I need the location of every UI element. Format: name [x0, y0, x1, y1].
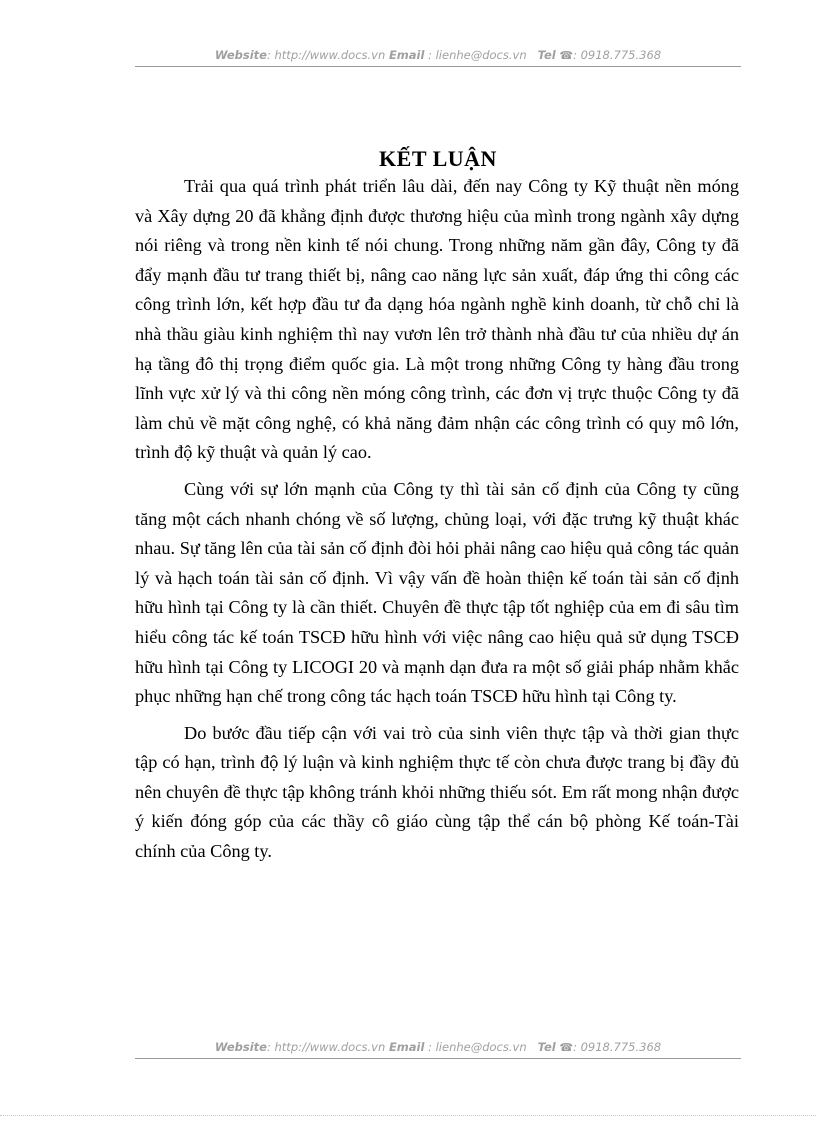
header-website-label: Website — [214, 48, 267, 62]
paragraph-3: Do bước đầu tiếp cận với vai trò của sinh viên thực tập và thời gian thực tập có hạn, trình độ lý luận và kinh nghiệm thực tế còn chưa được trang bị đầy đủ nên chuyên đề thực tập không tránh khỏi những thiếu sót. Em rất mong nhận được ý kiến đóng góp của các thầy cô giáo cùng tập thể cán bộ phòng Kế toán-Tài chính của Công ty. — [135, 722, 739, 862]
header-email-label: Email — [388, 48, 425, 62]
footer-email-label: Email — [388, 1040, 425, 1054]
page-footer — [135, 1040, 741, 1054]
page-edge-dotted-line — [0, 1115, 816, 1116]
phone-icon: ☎ — [559, 1041, 574, 1054]
header-website-link[interactable]: : http://www.docs.vn — [266, 48, 386, 62]
header-tel-label: Tel — [537, 48, 556, 62]
footer-tel-value: : 0918.775.368 — [573, 1040, 662, 1054]
footer-tel-label: Tel — [537, 1040, 556, 1054]
phone-icon: ☎ — [559, 49, 574, 62]
header-email-link[interactable]: : lienhe@docs.vn — [428, 48, 527, 62]
footer-email-link[interactable]: : lienhe@docs.vn — [428, 1040, 527, 1054]
paragraph-2: Cùng với sự lớn mạnh của Công ty thì tài sản cố định của Công ty cũng tăng một cách nhanh chóng về số lượng, chủng loại, với đặc trưng kỹ thuật khác nhau. Sự tăng lên của tài sản cố định đòi hỏi phải nâng cao hiệu quả công tác quản lý và hạch toán tài sản cố định. Vì vậy vấn đề hoàn thiện kế toán tài sản cố định hữu hình tại Công ty là cần thiết. Chuyên đề thực tập tốt nghiệp của em đi sâu tìm hiểu công tác kế toán TSCĐ hữu hình với việc nâng cao hiệu quả sử dụng TSCĐ hữu hình tại Công ty LICOGI 20 và mạnh dạn đưa ra một số giải pháp nhằm khắc phục những hạn chế trong công tác hạch toán TSCĐ hữu hình tại Công ty. — [135, 478, 739, 707]
footer-divider — [135, 1058, 741, 1059]
page-title: KẾT LUẬN — [379, 145, 497, 171]
header-divider — [135, 66, 741, 67]
paragraph-1: Trải qua quá trình phát triển lâu dài, đến nay Công ty Kỹ thuật nền móng và Xây dựng 20 đã khẳng định được thương hiệu của mình trong ngành xây dựng nói riêng và trong nền kinh tế nói chung. Trong những năm gần đây, Công ty đã đẩy mạnh đầu tư trang thiết bị, nâng cao năng lực sản xuất, đáp ứng thi công các công trình lớn, kết hợp đầu tư đa dạng hóa ngành nghề kinh doanh, từ chỗ chỉ là nhà thầu giàu kinh nghiệm thì nay vươn lên trở thành nhà đầu tư của nhiều dự án hạ tầng đô thị trọng điểm quốc gia. Là một trong những Công ty hàng đầu trong lĩnh vực xử lý và thi công nền móng công trình, các đơn vị trực thuộc Công ty đã làm chủ về mặt công nghệ, có khả năng đảm nhận các công trình có quy mô lớn, trình độ kỹ thuật và quản lý cao. — [135, 176, 739, 463]
header-tel-value: : 0918.775.368 — [573, 48, 662, 62]
footer-website-label: Website — [214, 1040, 267, 1054]
page-header — [135, 48, 741, 62]
footer-website-link[interactable]: : http://www.docs.vn — [266, 1040, 386, 1054]
document-body — [135, 172, 739, 867]
